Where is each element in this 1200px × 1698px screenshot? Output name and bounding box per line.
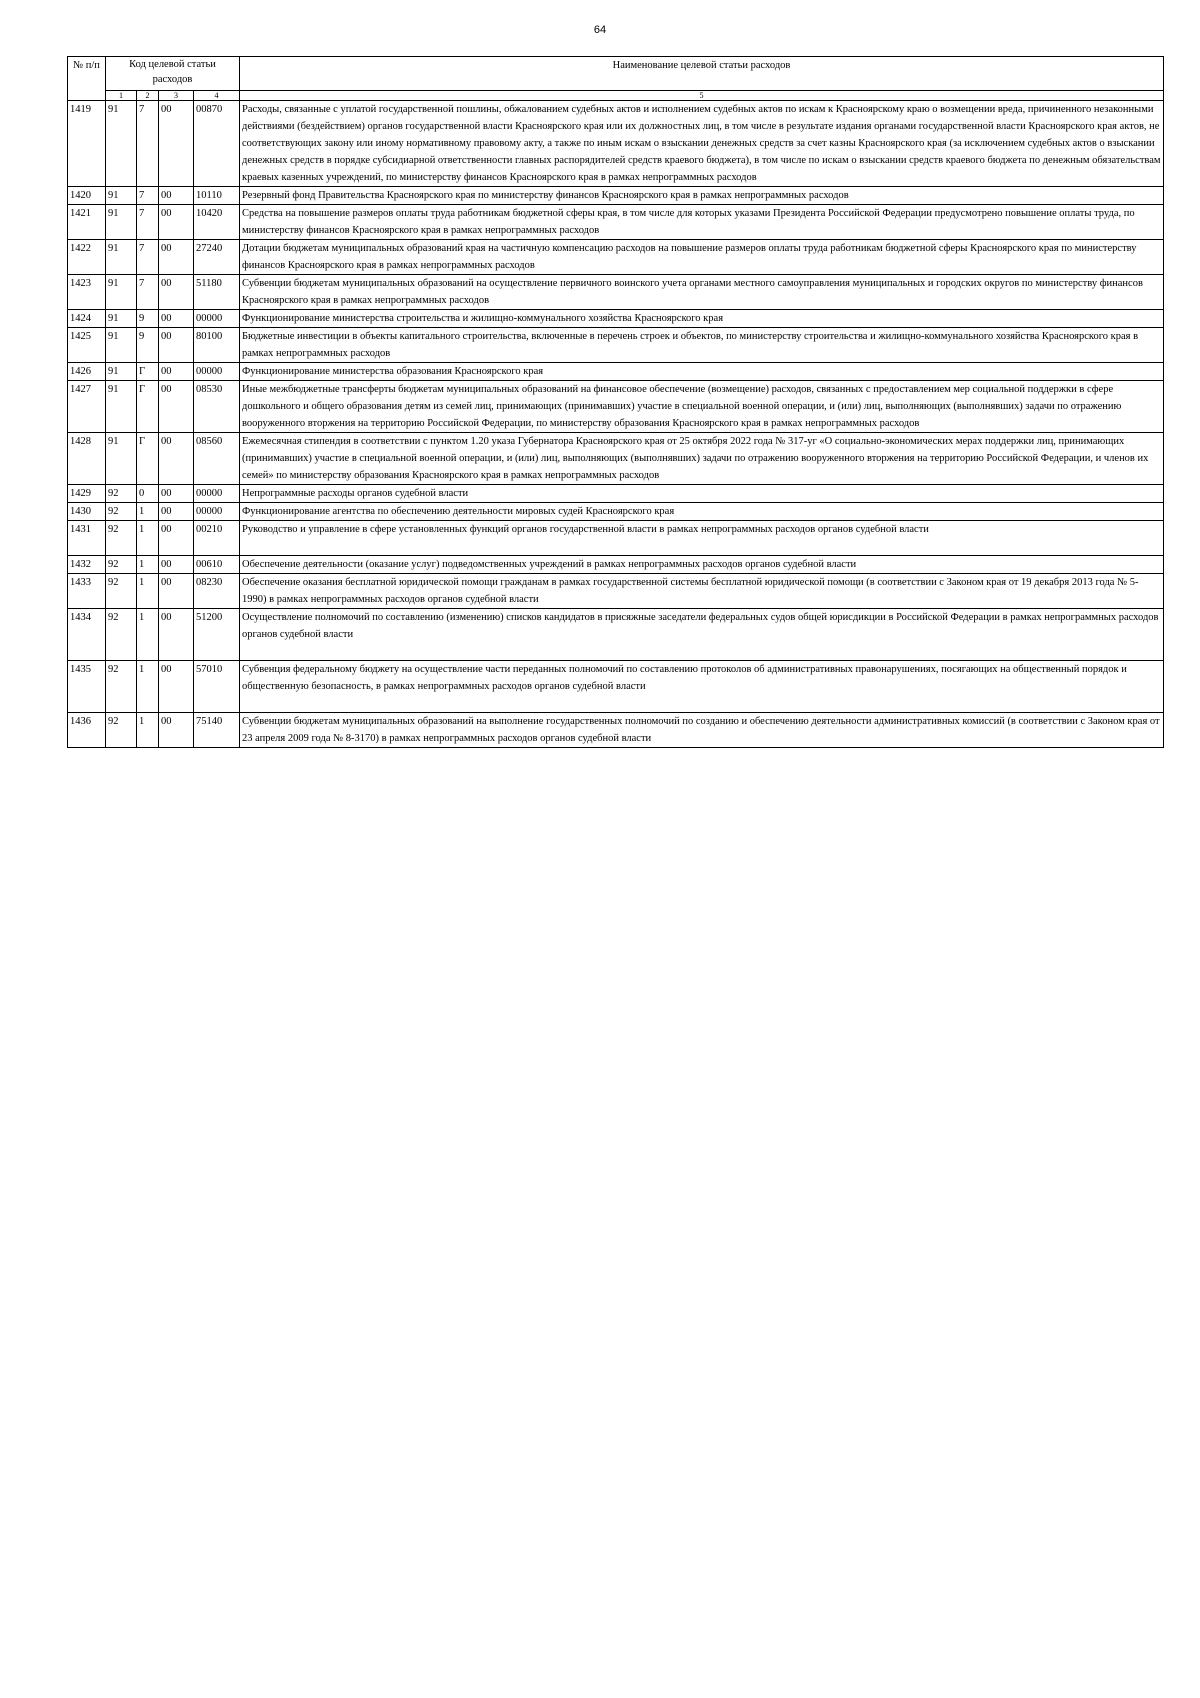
code-part-1: 92 xyxy=(106,574,137,609)
table-body xyxy=(68,101,1164,748)
code-part-2: Г xyxy=(137,363,159,381)
code-part-2: 7 xyxy=(137,275,159,310)
header-name: Наименование целевой статьи расходов xyxy=(240,57,1164,91)
row-number: 1419 xyxy=(68,101,106,187)
code-part-1: 91 xyxy=(106,363,137,381)
expenditure-name: Обеспечение деятельности (оказание услуг) подведомственных учреждений в рамках непрограммных расходов органов судебной власти xyxy=(240,556,1164,574)
table-row xyxy=(68,713,1164,748)
table-row xyxy=(68,485,1164,503)
row-number: 1422 xyxy=(68,240,106,275)
code-part-1: 92 xyxy=(106,661,137,713)
code-part-1: 91 xyxy=(106,101,137,187)
table-row xyxy=(68,328,1164,363)
code-part-3: 00 xyxy=(159,713,194,748)
row-number: 1435 xyxy=(68,661,106,713)
row-number: 1427 xyxy=(68,381,106,433)
row-number: 1434 xyxy=(68,609,106,661)
table-row xyxy=(68,381,1164,433)
expenditure-name: Субвенции бюджетам муниципальных образований на осуществление первичного воинского учета органами местного самоуправления муниципальных и городских округов по министерству финансов Красноярского края в рамках непрограммных расходов xyxy=(240,275,1164,310)
code-part-1: 92 xyxy=(106,503,137,521)
code-part-1: 91 xyxy=(106,205,137,240)
code-part-2: 1 xyxy=(137,521,159,556)
column-number: 3 xyxy=(159,91,194,101)
expenditure-name: Ежемесячная стипендия в соответствии с пунктом 1.20 указа Губернатора Красноярского края от 25 октября 2022 года № 317-уг «О социально-экономических мерах поддержки лиц, принимающих (принимавших) участие в специальной военной операции, и (или) лиц, выполняющих (выполнявших) задачи по отражению вооруженного вторжения на территорию Российской Федерации, и членов их семей» по министерству образования Красноярского края в рамках непрограммных расходов xyxy=(240,433,1164,485)
code-part-1: 91 xyxy=(106,187,137,205)
code-part-1: 92 xyxy=(106,713,137,748)
expenditure-name: Субвенции бюджетам муниципальных образований на выполнение государственных полномочий по созданию и обеспечению деятельности административных комиссий (в соответствии с Законом края от 23 апреля 2009 года № 8-3170) в рамках непрограммных расходов органов судебной власти xyxy=(240,713,1164,748)
row-number: 1428 xyxy=(68,433,106,485)
row-number: 1433 xyxy=(68,574,106,609)
header-code: Код целевой статьи расходов xyxy=(106,57,240,91)
expenditure-name: Расходы, связанные с уплатой государственной пошлины, обжалованием судебных актов и исполнением судебных актов по искам к Красноярскому краю о возмещении вреда, причиненного незаконными действиями (бездействием) органов государственной власти Красноярского края или их должностных лиц, в том числе в результате издания органами государственной власти Красноярского края актов, не соответствующих закону или иному нормативному правовому акту, а также по иным искам о взыскании денежных средств за счет казны Красноярского края (за исключением судебных актов о взыскании денежных средств в порядке субсидиарной ответственности главных распорядителей средств краевого бюджета), в том числе по искам о взыскании средств краевого бюджета по денежным обязательствам краевых казенных учреждений, по министерству финансов Красноярского края в рамках непрограммных расходов xyxy=(240,101,1164,187)
code-part-2: 1 xyxy=(137,609,159,661)
code-part-2: 9 xyxy=(137,328,159,363)
code-part-4: 27240 xyxy=(194,240,240,275)
code-part-3: 00 xyxy=(159,574,194,609)
expenditure-name: Функционирование министерства строительства и жилищно-коммунального хозяйства Красноярского края xyxy=(240,310,1164,328)
code-part-4: 00870 xyxy=(194,101,240,187)
code-part-1: 91 xyxy=(106,381,137,433)
expenditure-name: Функционирование министерства образования Красноярского края xyxy=(240,363,1164,381)
column-number: 2 xyxy=(137,91,159,101)
expenditure-name: Иные межбюджетные трансферты бюджетам муниципальных образований на финансовое обеспечение (возмещение) расходов, связанных с предоставлением мер социальной поддержки в сфере дошкольного и общего образования детям из семей лиц, принимающих (принимавших) участие в специальной военной операции, и (или) лиц, выполняющих (выполнявших) задачи по отражению вооруженного вторжения на территорию Российской Федерации, по министерству образования Красноярского края в рамках непрограммных расходов xyxy=(240,381,1164,433)
code-part-1: 91 xyxy=(106,240,137,275)
expenditure-name: Непрограммные расходы органов судебной власти xyxy=(240,485,1164,503)
table-row xyxy=(68,275,1164,310)
header-row xyxy=(68,57,1164,91)
row-number: 1425 xyxy=(68,328,106,363)
code-part-1: 92 xyxy=(106,556,137,574)
table-row xyxy=(68,556,1164,574)
code-part-2: 7 xyxy=(137,101,159,187)
column-number: 5 xyxy=(240,91,1164,101)
code-part-3: 00 xyxy=(159,363,194,381)
code-part-4: 51180 xyxy=(194,275,240,310)
code-part-3: 00 xyxy=(159,240,194,275)
code-part-3: 00 xyxy=(159,310,194,328)
code-part-3: 00 xyxy=(159,381,194,433)
code-part-3: 00 xyxy=(159,503,194,521)
expenditure-name: Бюджетные инвестиции в объекты капитального строительства, включенные в перечень строек и объектов, по министерству строительства и жилищно-коммунального хозяйства Красноярского края в рамках непрограммных расходов xyxy=(240,328,1164,363)
expenditure-name: Резервный фонд Правительства Красноярского края по министерству финансов Красноярского края в рамках непрограммных расходов xyxy=(240,187,1164,205)
column-number: 1 xyxy=(106,91,137,101)
code-part-4: 00000 xyxy=(194,485,240,503)
row-number: 1430 xyxy=(68,503,106,521)
code-part-1: 91 xyxy=(106,433,137,485)
code-part-4: 00000 xyxy=(194,363,240,381)
column-numbers-row xyxy=(68,91,1164,101)
table-row xyxy=(68,101,1164,187)
code-part-1: 91 xyxy=(106,310,137,328)
row-number: 1432 xyxy=(68,556,106,574)
expenditure-name: Средства на повышение размеров оплаты труда работникам бюджетной сферы края, в том числе для которых указами Президента Российской Федерации предусмотрено повышение оплаты труда, по министерству финансов Красноярского края в рамках непрограммных расходов xyxy=(240,205,1164,240)
code-part-3: 00 xyxy=(159,521,194,556)
code-part-4: 08230 xyxy=(194,574,240,609)
row-number: 1421 xyxy=(68,205,106,240)
column-number: 4 xyxy=(194,91,240,101)
code-part-2: 7 xyxy=(137,187,159,205)
code-part-2: 1 xyxy=(137,503,159,521)
code-part-4: 00000 xyxy=(194,503,240,521)
table-row xyxy=(68,433,1164,485)
code-part-4: 57010 xyxy=(194,661,240,713)
code-part-2: 7 xyxy=(137,240,159,275)
code-part-3: 00 xyxy=(159,187,194,205)
expenditure-name: Дотации бюджетам муниципальных образований края на частичную компенсацию расходов на повышение размеров оплаты труда работникам бюджетной сферы Красноярского края по министерству финансов Красноярского края в рамках непрограммных расходов xyxy=(240,240,1164,275)
code-part-3: 00 xyxy=(159,433,194,485)
code-part-2: 9 xyxy=(137,310,159,328)
table-row xyxy=(68,240,1164,275)
code-part-4: 08560 xyxy=(194,433,240,485)
row-number: 1431 xyxy=(68,521,106,556)
code-part-4: 10110 xyxy=(194,187,240,205)
table-row xyxy=(68,310,1164,328)
code-part-3: 00 xyxy=(159,275,194,310)
code-part-3: 00 xyxy=(159,205,194,240)
expenditure-name: Функционирование агентства по обеспечению деятельности мировых судей Красноярского края xyxy=(240,503,1164,521)
table-row xyxy=(68,363,1164,381)
code-part-1: 91 xyxy=(106,328,137,363)
code-part-3: 00 xyxy=(159,661,194,713)
code-part-3: 00 xyxy=(159,556,194,574)
code-part-3: 00 xyxy=(159,485,194,503)
table-row xyxy=(68,661,1164,713)
code-part-3: 00 xyxy=(159,609,194,661)
code-part-4: 75140 xyxy=(194,713,240,748)
code-part-2: Г xyxy=(137,381,159,433)
expenditure-name: Субвенция федеральному бюджету на осуществление части переданных полномочий по составлению протоколов об административных правонарушениях, посягающих на общественный порядок и общественную безопасность, в рамках непрограммных расходов органов судебной власти xyxy=(240,661,1164,713)
expenditure-table xyxy=(67,56,1164,748)
code-part-4: 00210 xyxy=(194,521,240,556)
table-row xyxy=(68,205,1164,240)
code-part-3: 00 xyxy=(159,101,194,187)
code-part-2: 1 xyxy=(137,574,159,609)
code-part-4: 00000 xyxy=(194,310,240,328)
code-part-4: 51200 xyxy=(194,609,240,661)
code-part-2: 1 xyxy=(137,661,159,713)
row-number: 1423 xyxy=(68,275,106,310)
code-part-3: 00 xyxy=(159,328,194,363)
code-part-4: 08530 xyxy=(194,381,240,433)
table-row xyxy=(68,187,1164,205)
table-row xyxy=(68,609,1164,661)
header-num: № п/п xyxy=(68,57,106,101)
code-part-1: 92 xyxy=(106,485,137,503)
table-row xyxy=(68,574,1164,609)
code-part-4: 10420 xyxy=(194,205,240,240)
code-part-2: 0 xyxy=(137,485,159,503)
code-part-4: 00610 xyxy=(194,556,240,574)
expenditure-name: Руководство и управление в сфере установленных функций органов государственной власти в рамках непрограммных расходов органов судебной власти xyxy=(240,521,1164,556)
code-part-2: 7 xyxy=(137,205,159,240)
code-part-2: 1 xyxy=(137,556,159,574)
row-number: 1420 xyxy=(68,187,106,205)
row-number: 1424 xyxy=(68,310,106,328)
table-row xyxy=(68,521,1164,556)
expenditure-name: Осуществление полномочий по составлению (изменению) списков кандидатов в присяжные заседатели федеральных судов общей юрисдикции в Российской Федерации в рамках непрограммных расходов органов судебной власти xyxy=(240,609,1164,661)
table-row xyxy=(68,503,1164,521)
code-part-2: 1 xyxy=(137,713,159,748)
code-part-1: 91 xyxy=(106,275,137,310)
code-part-2: Г xyxy=(137,433,159,485)
row-number: 1436 xyxy=(68,713,106,748)
code-part-1: 92 xyxy=(106,609,137,661)
page-number: 64 xyxy=(593,24,607,36)
expenditure-name: Обеспечение оказания бесплатной юридической помощи гражданам в рамках государственной системы бесплатной юридической помощи (в соответствии с Законом края от 19 декабря 2013 года № 5-1990) в рамках непрограммных расходов органов судебной власти xyxy=(240,574,1164,609)
row-number: 1426 xyxy=(68,363,106,381)
code-part-1: 92 xyxy=(106,521,137,556)
row-number: 1429 xyxy=(68,485,106,503)
code-part-4: 80100 xyxy=(194,328,240,363)
